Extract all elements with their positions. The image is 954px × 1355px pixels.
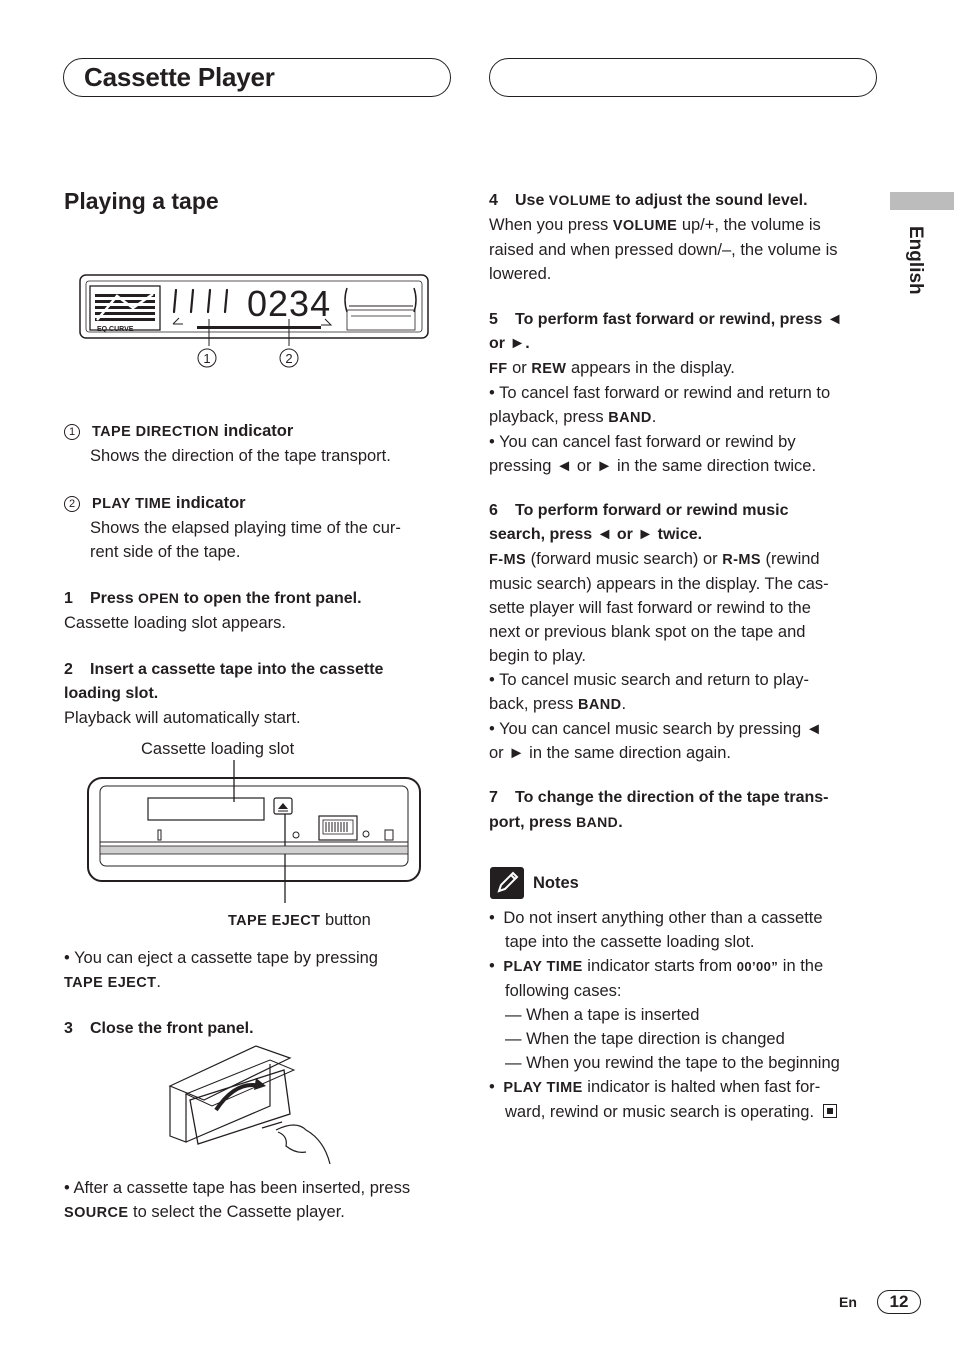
header-title-box xyxy=(63,58,451,97)
step-1: 1 Press OPEN to open the front panel. Cassette loading slot appears. xyxy=(64,590,362,632)
step-6: 6 To perform forward or rewind music search, press ◄ or ► twice. F-MS (forward music search) or R-MS (rewind music search) appears in the display. The cas- sette player will fast forward or rewind to the next or previous blank spot on the tape and begin to play. • To cancel music search and return to play- back, press BAND. • You can cancel music search by pressing ◄ or ► in the same direction again. xyxy=(489,502,829,762)
eq-curve-label: EQ CURVE xyxy=(97,326,134,333)
callout-2: 2 xyxy=(285,351,293,366)
footer-language: En xyxy=(839,1294,857,1310)
callout-1: 1 xyxy=(203,351,211,366)
step-7: 7 To change the direction of the tape trans- port, press BAND. xyxy=(489,789,829,831)
indicator-2: 2 PLAY TIME indicator Shows the elapsed playing time of the cur- rent side of the tape. xyxy=(64,491,444,564)
cassette-slot-label: Cassette loading slot xyxy=(141,740,295,758)
eject-note: • You can eject a cassette tape by pressing TAPE EJECT. xyxy=(64,949,378,991)
source-note: • After a cassette tape has been inserted, press SOURCE to select the Cassette player. xyxy=(64,1179,411,1221)
step-2: 2 Insert a cassette tape into the cassette loading slot. Playback will automatically start. xyxy=(64,661,384,727)
language-tab xyxy=(890,192,954,210)
cassette-deck-illustration xyxy=(86,758,422,908)
page-title: Cassette Player xyxy=(84,62,275,92)
play-time-digits: 0234 xyxy=(247,283,332,324)
tape-eject-label: TAPE EJECT button xyxy=(228,911,371,929)
language-label: English xyxy=(905,226,926,295)
page-number: 12 xyxy=(877,1290,921,1314)
section-title: Playing a tape xyxy=(64,188,219,214)
display-illustration xyxy=(77,272,433,374)
step-4: 4 Use VOLUME to adjust the sound level. When you press VOLUME up/+, the volume is raised and when pressed down/–, the volume is lowered. xyxy=(489,192,838,283)
header-empty-box xyxy=(489,58,877,97)
notes-title: Notes xyxy=(533,874,579,892)
eq-bars xyxy=(95,294,155,321)
step-3: 3 Close the front panel. xyxy=(64,1020,254,1037)
pencil-icon xyxy=(490,867,524,899)
close-panel-illustration xyxy=(166,1040,338,1170)
notes-list: • Do not insert anything other than a cassette tape into the cassette loading slot. • PLAY TIME indicator starts from 00’00” in the following cases: — When a tape is inserted — When the tape direction is changed — When you rewind the tape to the beginning • PLAY TIME indicator is halted when fast for- ward, rewind or music search is operating. xyxy=(489,909,840,1121)
end-mark-icon xyxy=(823,1104,837,1118)
step-5: 5 To perform fast forward or rewind, press ◄ or ►. FF or REW appears in the display. • To cancel fast forward or rewind and return to playback, press BAND. • You can cancel fast forward or rewind by pressing ◄ or ► in the same direction twice. xyxy=(489,311,843,475)
indicator-1: 1 TAPE DIRECTION indicator Shows the direction of the tape transport. xyxy=(64,419,444,468)
